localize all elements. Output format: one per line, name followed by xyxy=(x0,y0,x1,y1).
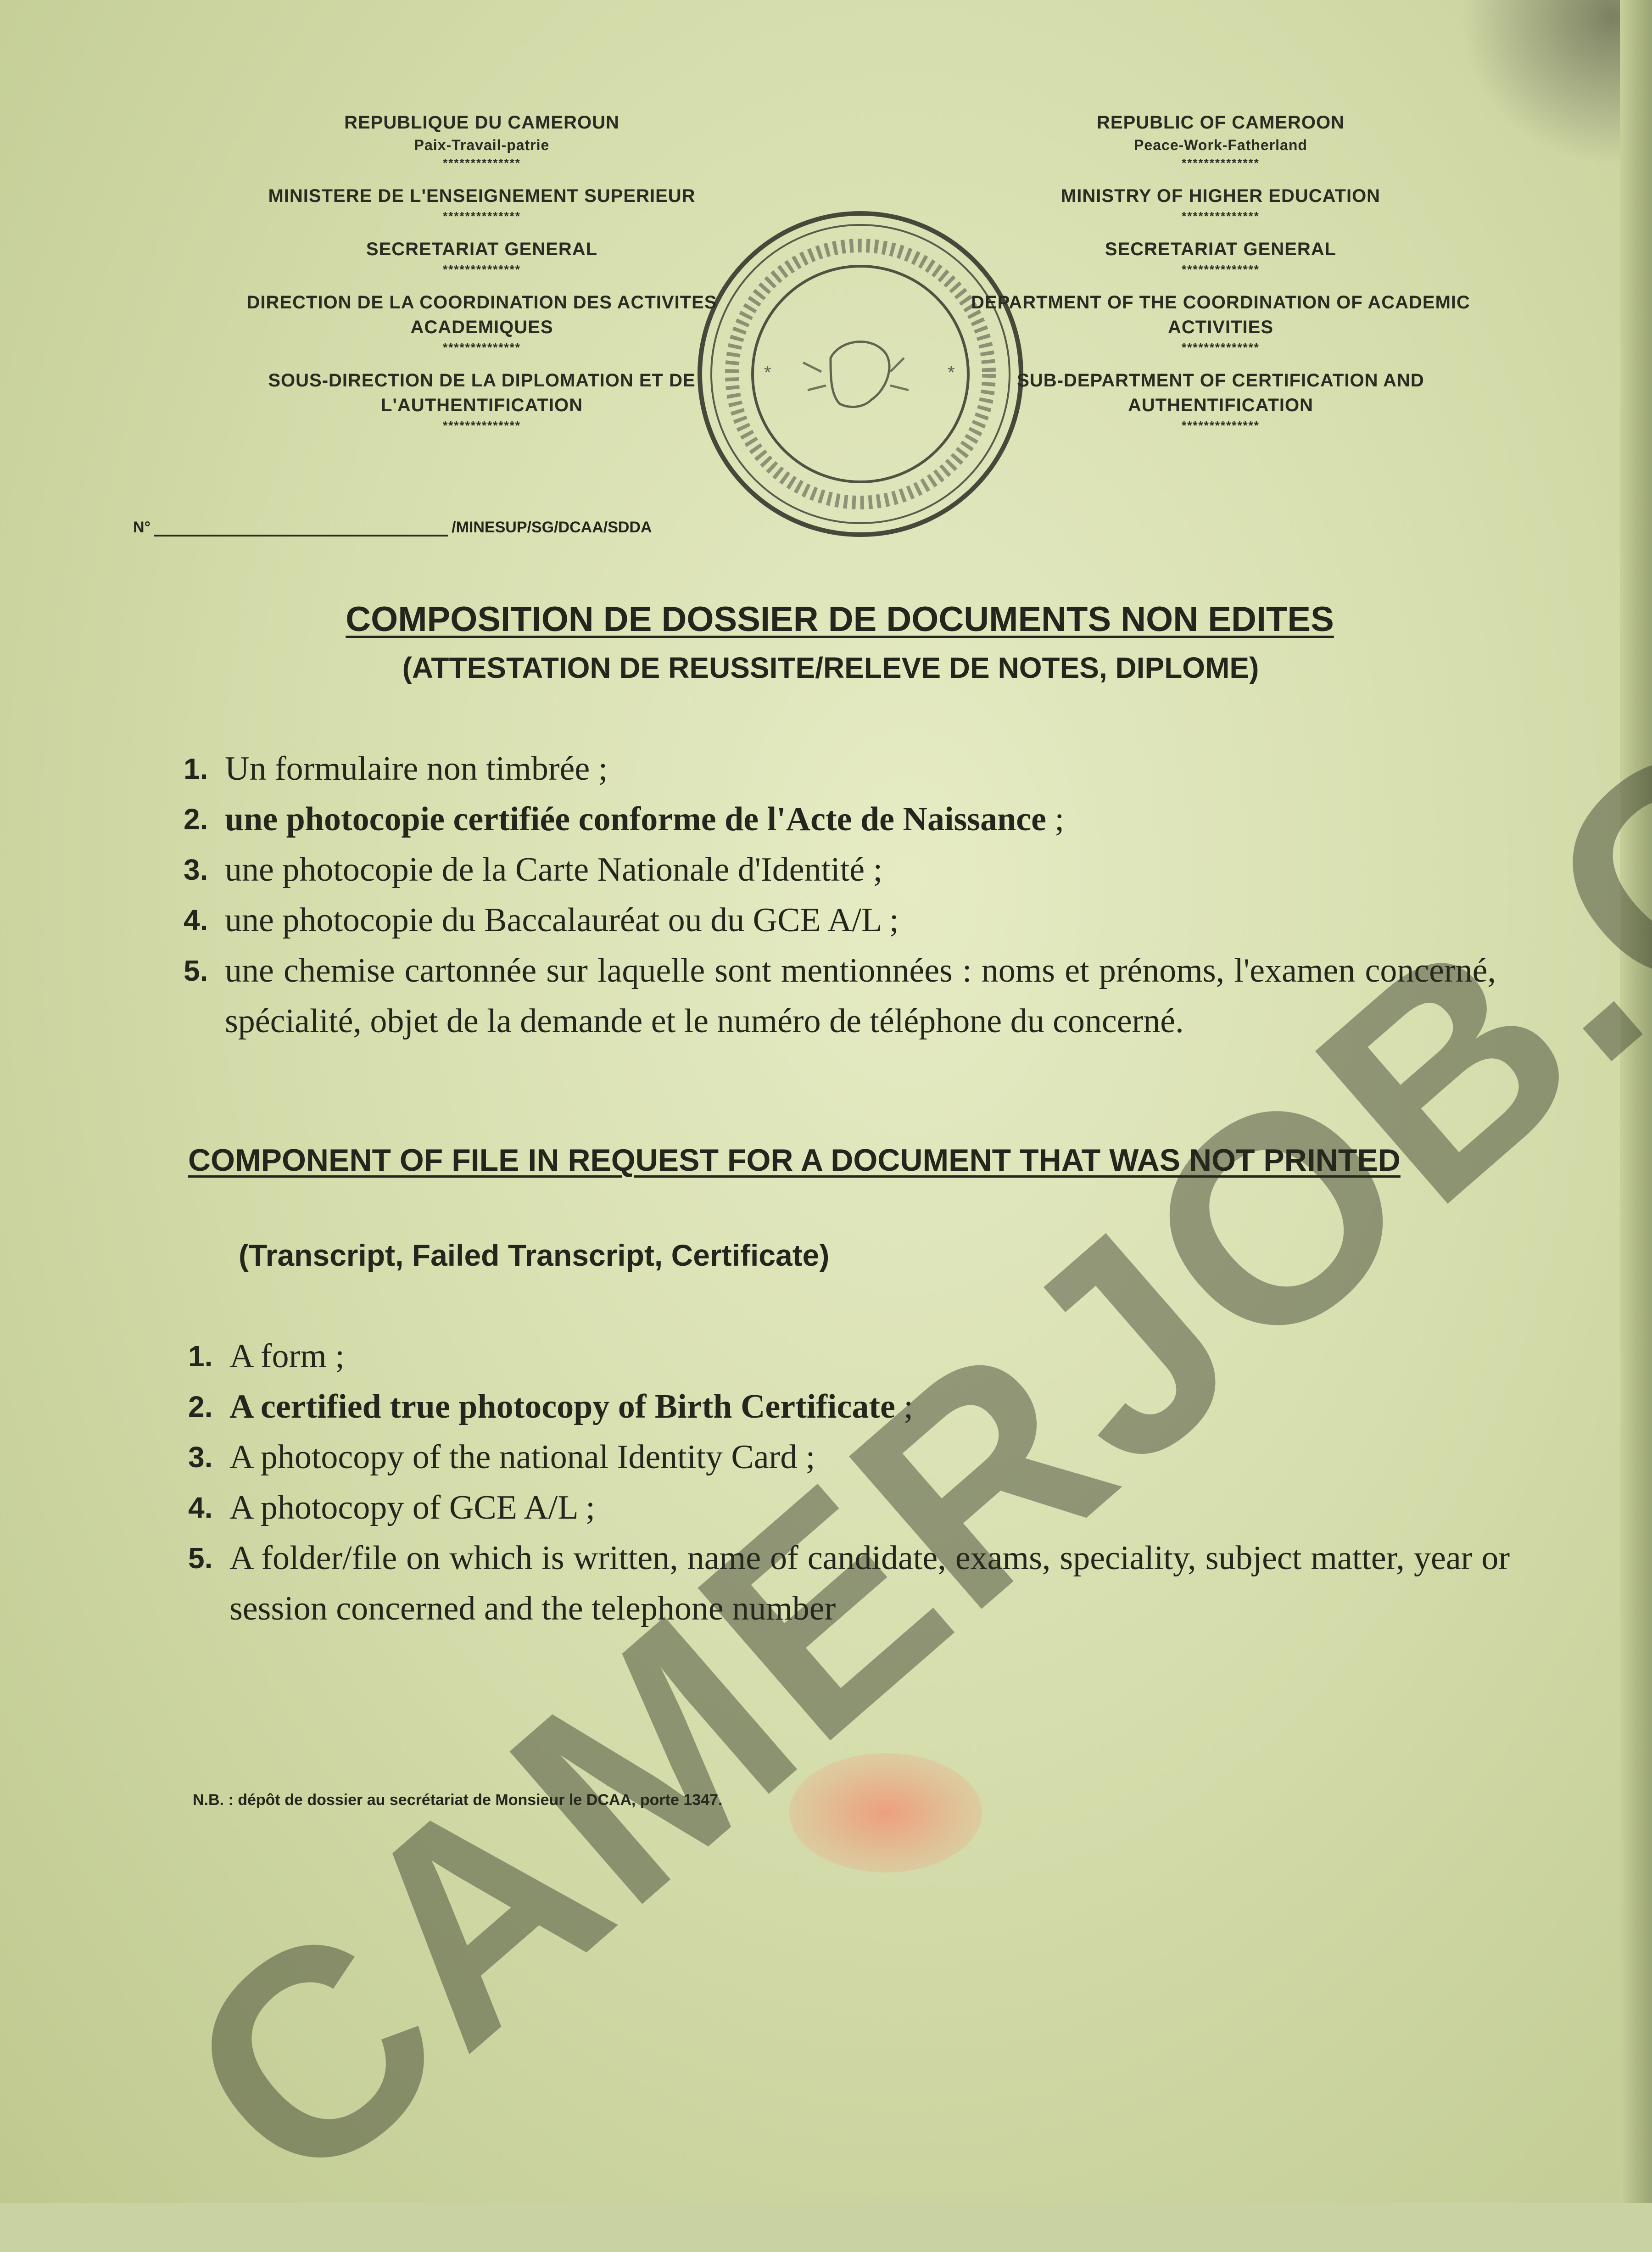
ministry-en: MINISTRY OF HIGHER EDUCATION xyxy=(1060,186,1381,206)
item-text: une photocopie du Baccalauréat ou du GCE A/L ; xyxy=(225,901,899,939)
country-name-en: REPUBLIC OF CAMEROON xyxy=(1097,112,1345,133)
department-en-line2: ACTIVITIES xyxy=(1167,317,1274,337)
separator-stars: ************** xyxy=(1182,209,1260,223)
item-number: 1. xyxy=(184,752,208,785)
subdirection-fr-line1: SOUS-DIRECTION DE LA DIPLOMATION ET DE xyxy=(268,370,696,391)
english-requirements-list xyxy=(188,1331,1510,1634)
item-text: A form ; xyxy=(229,1337,345,1375)
ministry-fr: MINISTERE DE L'ENSEIGNEMENT SUPERIEUR xyxy=(268,186,696,206)
separator-stars: ************** xyxy=(1182,263,1260,276)
secretariat-fr: SECRETARIAT GENERAL xyxy=(366,239,598,259)
item-text: une photocopie de la Carte Nationale d'Identité ; xyxy=(225,851,883,889)
country-name-fr: REPUBLIQUE DU CAMEROUN xyxy=(344,112,620,133)
list-item xyxy=(184,945,1496,1046)
separator-stars: ************** xyxy=(1182,156,1260,170)
list-item xyxy=(188,1331,1510,1381)
department-en-line1: DEPARTMENT OF THE COORDINATION OF ACADEMIC xyxy=(971,292,1470,313)
french-subtitle: (ATTESTATION DE REUSSITE/RELEVE DE NOTES, DIPLOME) xyxy=(402,651,1259,684)
item-number: 3. xyxy=(188,1441,213,1474)
list-item xyxy=(188,1533,1510,1634)
list-item xyxy=(184,743,1496,794)
english-subtitle: (Transcript, Failed Transcript, Certificate) xyxy=(239,1238,830,1272)
orange-stain xyxy=(789,1753,982,1872)
reference-blank xyxy=(154,521,448,536)
motto-en: Peace-Work-Fatherland xyxy=(1134,137,1307,153)
list-item xyxy=(184,844,1496,895)
item-number: 2. xyxy=(184,803,208,836)
page-edge xyxy=(1620,0,1652,2203)
svg-text:*: * xyxy=(948,363,955,383)
svg-text:*: * xyxy=(764,363,771,383)
footnote: N.B. : dépôt de dossier au secrétariat de Monsieur le DCAA, porte 1347. xyxy=(193,1791,723,1809)
motto-fr: Paix-Travail-patrie xyxy=(414,137,550,153)
item-number: 4. xyxy=(188,1491,213,1524)
official-seal-stamp xyxy=(693,207,1028,542)
separator-stars: ************** xyxy=(1182,419,1260,432)
separator-stars: ************** xyxy=(1182,341,1260,354)
separator-stars: ************** xyxy=(443,341,521,354)
item-text: une chemise cartonnée sur laquelle sont mentionnées : noms et prénoms, l'examen concerné, spécialité, objet de la demande et le numéro de téléphone du concerné. xyxy=(225,952,1496,1040)
list-item xyxy=(188,1482,1510,1533)
item-number: 3. xyxy=(184,853,208,886)
item-text: A photocopy of the national Identity Card ; xyxy=(229,1438,815,1476)
list-item xyxy=(184,794,1496,844)
item-text: une photocopie certifiée conforme de l'Acte de Naissance xyxy=(225,800,1046,838)
list-item xyxy=(188,1381,1510,1432)
item-text: Un formulaire non timbrée ; xyxy=(225,750,608,788)
item-number: 5. xyxy=(184,954,208,987)
french-title: COMPOSITION DE DOSSIER DE DOCUMENTS NON EDITES xyxy=(346,600,1334,639)
secretariat-en: SECRETARIAT GENERAL xyxy=(1105,239,1337,259)
item-punctuation: ; xyxy=(1046,800,1065,838)
subdepartment-en-line1: SUB-DEPARTMENT OF CERTIFICATION AND xyxy=(1017,370,1424,391)
separator-stars: ************** xyxy=(443,209,521,223)
direction-fr-line2: ACADEMIQUES xyxy=(410,317,553,337)
separator-stars: ************** xyxy=(443,263,521,276)
item-number: 2. xyxy=(188,1390,213,1423)
subdirection-fr-line2: L'AUTHENTIFICATION xyxy=(380,395,583,415)
list-item xyxy=(184,895,1496,945)
item-text: A photocopy of GCE A/L ; xyxy=(229,1489,595,1526)
separator-stars: ************** xyxy=(443,156,521,170)
item-number: 1. xyxy=(188,1340,213,1373)
reference-number-line xyxy=(133,519,652,536)
direction-fr-line1: DIRECTION DE LA COORDINATION DES ACTIVITES xyxy=(246,292,717,313)
list-item xyxy=(188,1432,1510,1482)
item-number: 4. xyxy=(184,904,208,937)
item-number: 5. xyxy=(188,1542,213,1575)
french-requirements-list xyxy=(184,743,1496,1046)
reference-prefix: N° xyxy=(133,519,151,536)
separator-stars: ************** xyxy=(443,419,521,432)
english-title: COMPONENT OF FILE IN REQUEST FOR A DOCUMENT THAT WAS NOT PRINTED xyxy=(188,1143,1401,1178)
reference-suffix: /MINESUP/SG/DCAA/SDDA xyxy=(452,519,652,536)
item-text: A certified true photocopy of Birth Certificate xyxy=(229,1388,895,1425)
item-text: A folder/file on which is written, name of candidate, exams, speciality, subject matter, year or session concerned and the telephone number xyxy=(229,1539,1510,1627)
subdepartment-en-line2: AUTHENTIFICATION xyxy=(1127,395,1314,415)
item-punctuation: ; xyxy=(895,1388,913,1425)
